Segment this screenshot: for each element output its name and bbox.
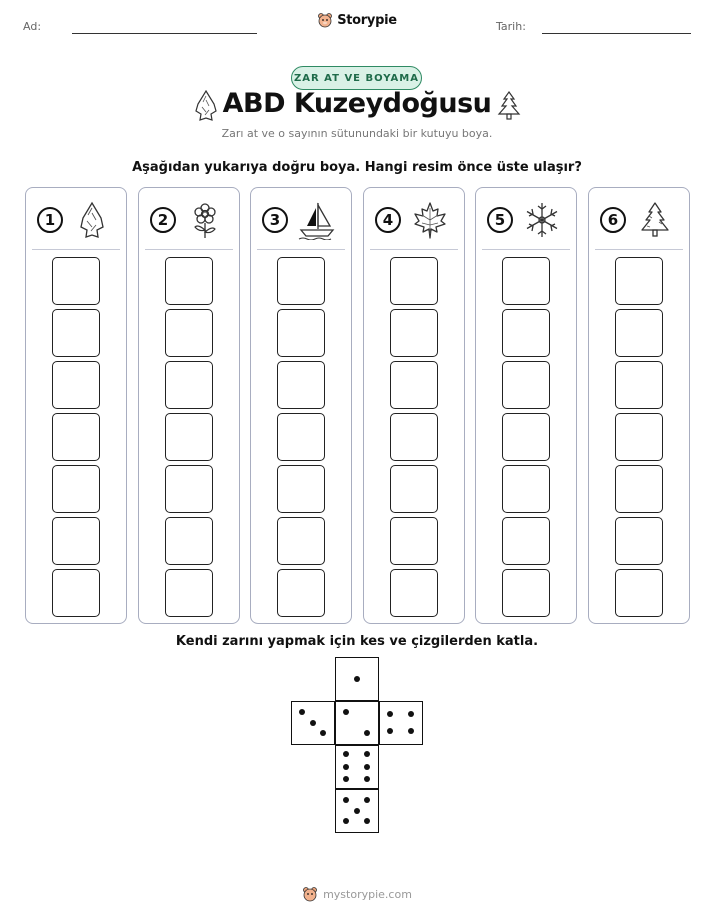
color-box[interactable] — [165, 465, 213, 513]
color-box[interactable] — [165, 361, 213, 409]
color-box[interactable] — [390, 465, 438, 513]
color-box[interactable] — [390, 361, 438, 409]
color-box[interactable] — [502, 361, 550, 409]
dice-column-3 — [250, 187, 352, 624]
color-box[interactable] — [277, 517, 325, 565]
page-title: ABD Kuzeydoğusu — [222, 88, 492, 119]
color-box[interactable] — [390, 517, 438, 565]
column-number: 5 — [487, 207, 513, 233]
color-box[interactable] — [615, 465, 663, 513]
color-box[interactable] — [502, 465, 550, 513]
column-divider — [595, 249, 683, 250]
color-box[interactable] — [615, 309, 663, 357]
color-box[interactable] — [277, 413, 325, 461]
sailboat-icon — [297, 200, 337, 240]
die-instruction: Kendi zarını yapmak için kes ve çizgilerden katla. — [175, 634, 539, 649]
brand-name: Storypie — [337, 12, 397, 28]
color-box[interactable] — [52, 413, 100, 461]
die-pip — [320, 730, 326, 736]
color-box[interactable] — [390, 257, 438, 305]
dice-column-5 — [475, 187, 577, 624]
die-pip — [387, 728, 393, 734]
die-pip — [343, 709, 349, 715]
color-box[interactable] — [277, 569, 325, 617]
color-box[interactable] — [52, 257, 100, 305]
color-box[interactable] — [165, 413, 213, 461]
color-box[interactable] — [390, 309, 438, 357]
color-box[interactable] — [502, 569, 550, 617]
die-face-2 — [335, 701, 379, 745]
date-label: Tarih: — [496, 20, 526, 33]
color-box[interactable] — [502, 309, 550, 357]
color-box[interactable] — [615, 413, 663, 461]
color-box[interactable] — [52, 517, 100, 565]
die-pip — [408, 728, 414, 734]
die-pip — [343, 797, 349, 803]
die-pip — [364, 797, 370, 803]
die-pip — [408, 711, 414, 717]
column-divider — [370, 249, 458, 250]
storypie-mascot-icon — [317, 12, 333, 28]
die-pip — [387, 711, 393, 717]
maple-leaf-icon — [410, 200, 450, 240]
brand-logo — [0, 12, 714, 28]
die-face-5 — [335, 789, 379, 833]
color-box[interactable] — [277, 361, 325, 409]
column-divider — [257, 249, 345, 250]
color-box[interactable] — [52, 361, 100, 409]
date-line — [542, 33, 691, 34]
flower-icon — [185, 200, 225, 240]
die-pip — [299, 709, 305, 715]
column-divider — [145, 249, 233, 250]
die-pip — [364, 751, 370, 757]
dice-column-6 — [588, 187, 690, 624]
die-pip — [354, 676, 360, 682]
die-pip — [310, 720, 316, 726]
dice-column-2 — [138, 187, 240, 624]
color-box[interactable] — [502, 413, 550, 461]
die-face-4 — [379, 701, 423, 745]
color-box[interactable] — [615, 361, 663, 409]
footer — [0, 886, 714, 902]
name-line — [72, 33, 257, 34]
color-box[interactable] — [390, 569, 438, 617]
footer-url[interactable]: mystorypie.com — [323, 887, 412, 901]
color-box[interactable] — [502, 257, 550, 305]
dice-column-1 — [25, 187, 127, 624]
color-box[interactable] — [615, 257, 663, 305]
die-face-1 — [335, 657, 379, 701]
column-number: 6 — [600, 207, 626, 233]
die-pip — [343, 818, 349, 824]
color-box[interactable] — [390, 413, 438, 461]
die-face-6 — [335, 745, 379, 789]
column-divider — [32, 249, 120, 250]
die-pip — [343, 751, 349, 757]
color-box[interactable] — [165, 257, 213, 305]
column-number: 4 — [375, 207, 401, 233]
die-pip — [364, 818, 370, 824]
column-number: 3 — [262, 207, 288, 233]
color-box[interactable] — [165, 309, 213, 357]
pine-tree-icon — [495, 90, 523, 122]
color-box[interactable] — [52, 309, 100, 357]
color-box[interactable] — [615, 569, 663, 617]
name-label: Ad: — [23, 20, 42, 33]
color-box[interactable] — [52, 569, 100, 617]
pine-tree-icon — [635, 200, 675, 240]
subtitle: Zarı at ve o sayının sütunundaki bir kutuyu boya. — [221, 127, 493, 140]
die-pip — [364, 730, 370, 736]
die-pip — [364, 776, 370, 782]
die-face-3 — [291, 701, 335, 745]
snowflake-icon — [522, 200, 562, 240]
storypie-mascot-icon — [302, 886, 318, 902]
color-box[interactable] — [277, 465, 325, 513]
activity-badge: ZAR AT VE BOYAMA — [291, 66, 422, 90]
color-box[interactable] — [277, 309, 325, 357]
die-pip — [343, 764, 349, 770]
column-number: 2 — [150, 207, 176, 233]
color-box[interactable] — [502, 517, 550, 565]
coloring-instruction: Aşağıdan yukarıya doğru boya. Hangi resim önce üste ulaşır? — [132, 160, 582, 175]
color-box[interactable] — [277, 257, 325, 305]
die-pip — [364, 764, 370, 770]
column-number: 1 — [37, 207, 63, 233]
color-box[interactable] — [165, 517, 213, 565]
arrowhead-icon — [72, 200, 112, 240]
die-pip — [343, 776, 349, 782]
color-box[interactable] — [52, 465, 100, 513]
color-box[interactable] — [165, 569, 213, 617]
color-box[interactable] — [615, 517, 663, 565]
column-divider — [482, 249, 570, 250]
dice-column-4 — [363, 187, 465, 624]
die-pip — [354, 808, 360, 814]
